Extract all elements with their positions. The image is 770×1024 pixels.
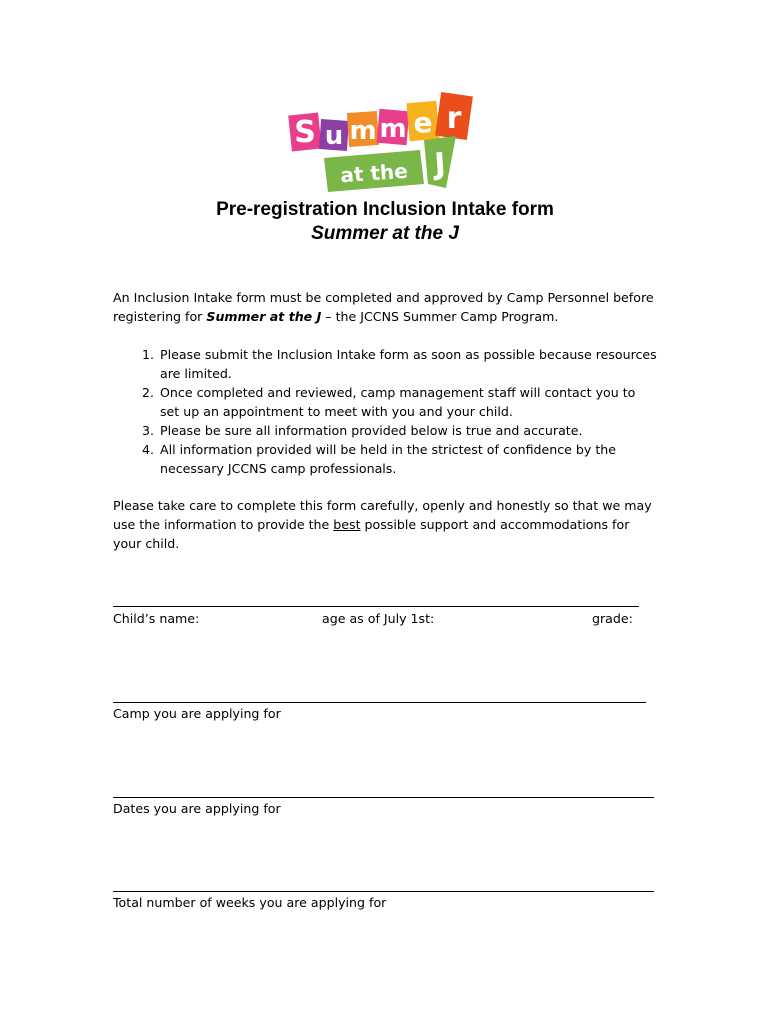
camp-label: Camp you are applying for	[113, 706, 281, 721]
form-title	[0, 198, 770, 246]
care-text-after: possible support and accommodations for your child.	[113, 517, 630, 551]
form-title-main: Pre-registration Inclusion Intake form	[216, 199, 554, 220]
form-title-sub: Summer at the J	[311, 223, 459, 244]
svg-text:at the: at the	[339, 158, 409, 188]
svg-text:J: J	[433, 146, 447, 183]
camp-line[interactable]	[113, 702, 646, 703]
instruction-item: 4. All information provided will be held in the strictest of confidence by the necessary JCCNS camp professionals.	[158, 440, 658, 478]
intro-text-after: – the JCCNS Summer Camp Program.	[321, 309, 559, 324]
weeks-line[interactable]	[113, 891, 654, 892]
intro-text-before: An Inclusion Intake form must be completed and approved by Camp Personnel before registering for	[113, 290, 654, 324]
intro-paragraph	[113, 288, 658, 326]
intro-program-name: Summer at the J	[206, 309, 322, 324]
grade-label: grade:	[592, 611, 633, 626]
instruction-item: 3. Please be sure all information provided below is true and accurate.	[158, 421, 658, 440]
instruction-item: 2. Once completed and reviewed, camp management staff will contact you to set up an appointment to meet with you and your child.	[158, 383, 658, 421]
instructions-list	[113, 345, 658, 478]
weeks-label: Total number of weeks you are applying for	[113, 895, 387, 910]
care-paragraph	[113, 496, 658, 553]
svg-text:u: u	[324, 121, 344, 151]
svg-text:m: m	[349, 116, 377, 146]
summer-at-the-j-logo	[288, 92, 478, 196]
age-label: age as of July 1st:	[322, 611, 435, 626]
svg-text:m: m	[379, 114, 407, 144]
dates-label: Dates you are applying for	[113, 801, 281, 816]
svg-text:S: S	[294, 115, 316, 150]
child-name-label: Child’s name:	[113, 611, 200, 626]
dates-line[interactable]	[113, 797, 654, 798]
care-underlined-word: best	[333, 517, 361, 532]
svg-text:e: e	[413, 106, 433, 139]
child-info-line[interactable]	[113, 606, 639, 607]
svg-text:r: r	[446, 101, 462, 136]
care-text-before: Please take care to complete this form carefully, openly and honestly so that we may use the information to provide the	[113, 498, 652, 532]
instruction-item: 1. Please submit the Inclusion Intake form as soon as possible because resources are limited.	[158, 345, 658, 383]
